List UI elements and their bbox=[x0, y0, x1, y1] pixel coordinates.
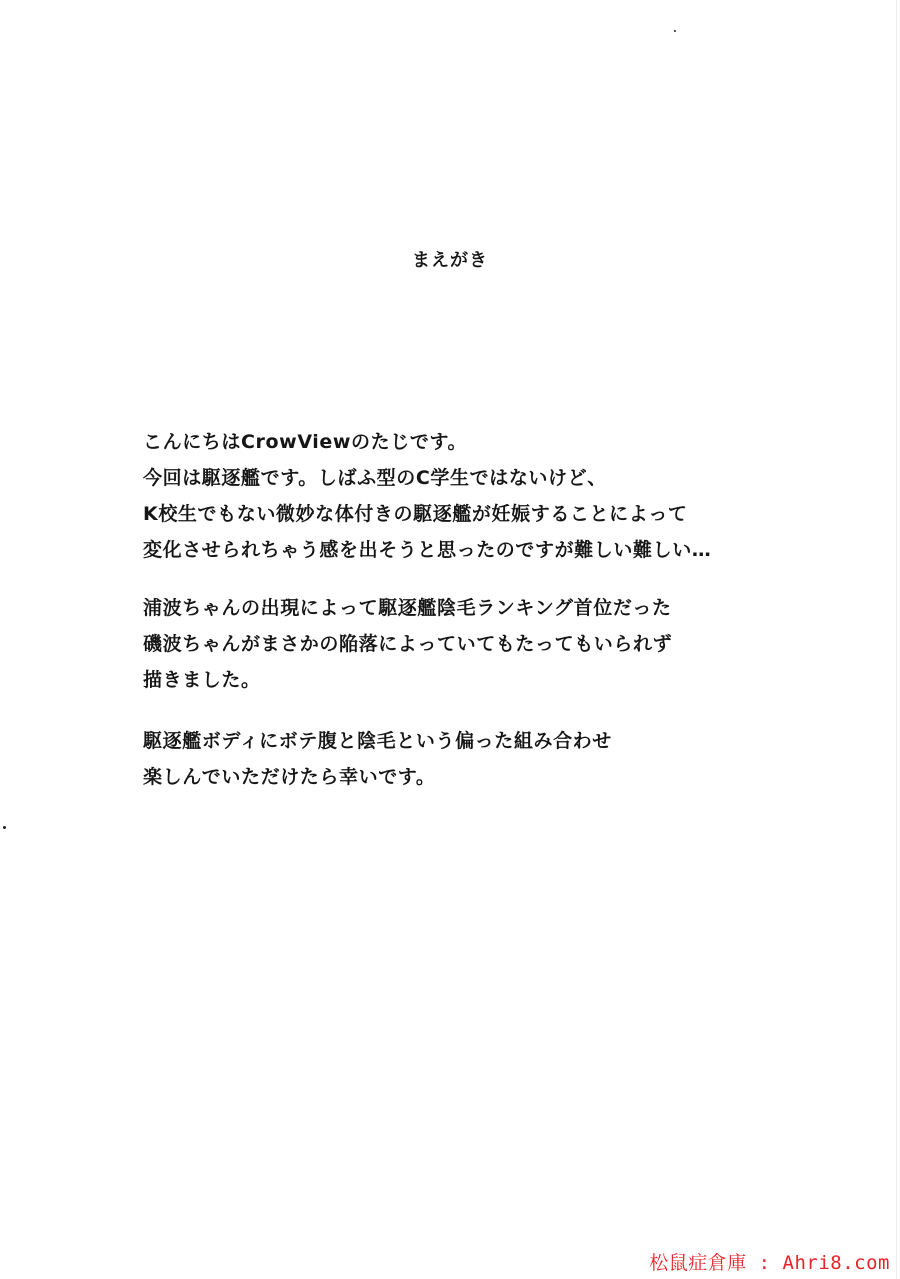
paragraph-closing bbox=[143, 723, 612, 795]
text-line: 描きました。 bbox=[143, 669, 261, 691]
watermark: 松鼠症倉庫 : Ahri8.com bbox=[649, 1252, 890, 1274]
text-line: 駆逐艦ボディにボテ腹と陰毛という偏った組み合わせ bbox=[143, 730, 612, 752]
scan-edge-line bbox=[896, 0, 897, 1279]
text-line: K校生でもない微妙な体付きの駆逐艦が妊娠することによって bbox=[143, 503, 688, 525]
text-line: 変化させられちゃう感を出そうと思ったのですが難しい難しい… bbox=[143, 539, 712, 561]
paragraph-motivation bbox=[143, 590, 672, 698]
text-line: こんにちはCrowViewのたじです。 bbox=[143, 431, 468, 453]
text-line: 浦波ちゃんの出現によって駆逐艦陰毛ランキング首位だった bbox=[143, 597, 672, 619]
text-line: 楽しんでいただけたら幸いです。 bbox=[143, 766, 436, 788]
text-line: 今回は駆逐艦です。しばふ型のC学生ではないけど、 bbox=[143, 467, 607, 489]
scan-speck bbox=[3, 826, 6, 829]
text-line: 磯波ちゃんがまさかの陥落によっていてもたってもいられず bbox=[143, 633, 673, 655]
page-title: まえがき bbox=[412, 250, 488, 271]
paragraph-greeting bbox=[143, 424, 711, 568]
scan-speck bbox=[674, 30, 676, 32]
